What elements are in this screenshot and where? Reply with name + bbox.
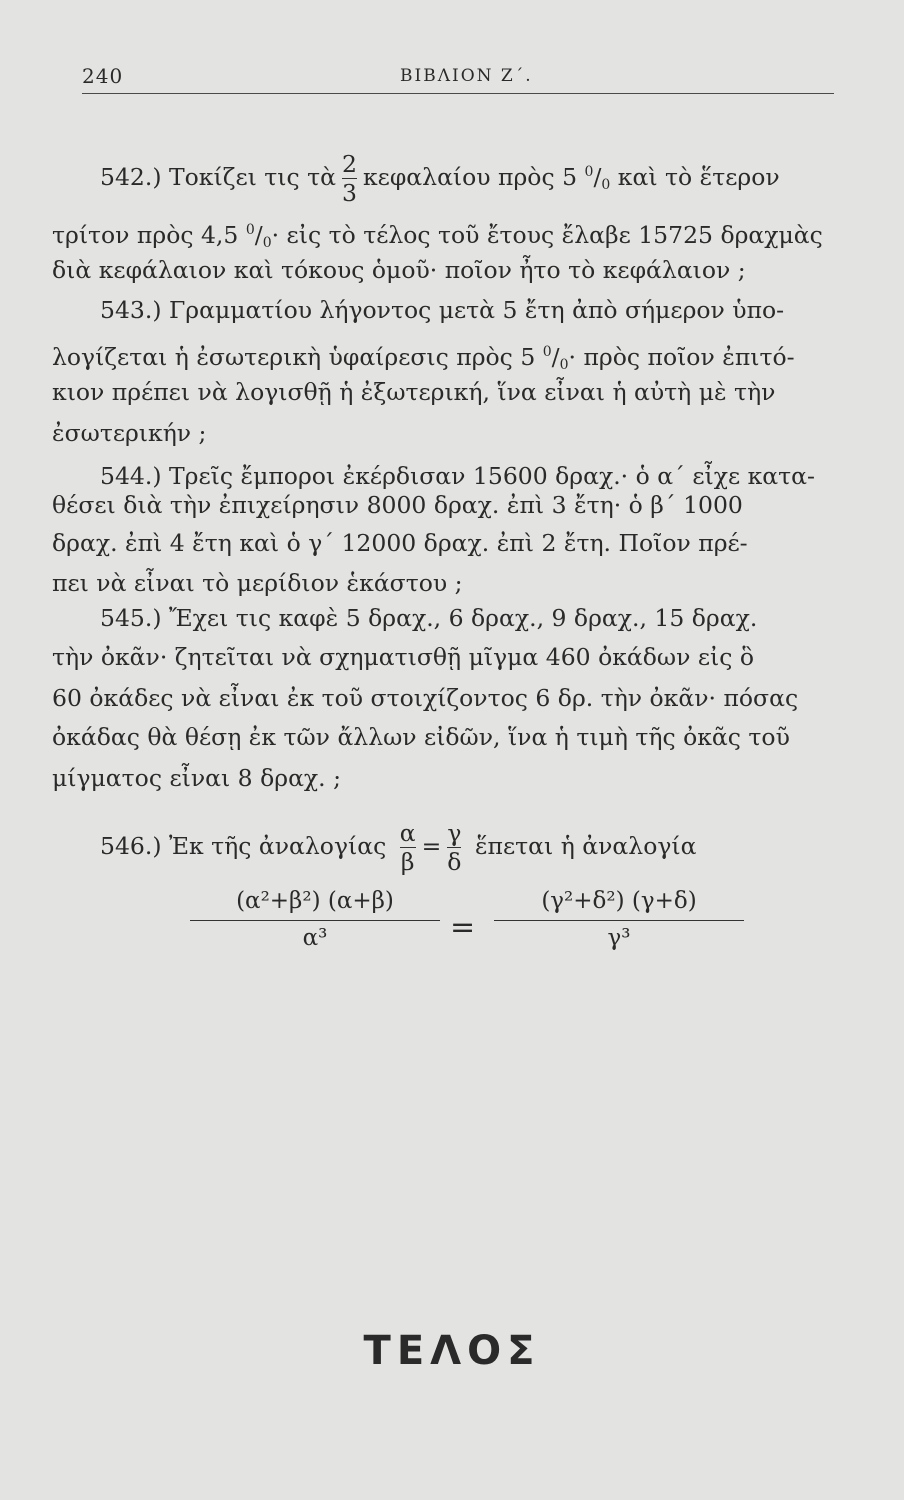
problem-543-line-2: λογίζεται ἡ ἐσωτερικὴ ὑφαίρεσις πρὸς 5 $^0/_0\cdot$ πρὸς ποῖον ἐπιτό-: [52, 343, 795, 373]
end-mark: ΤΕΛΟΣ: [363, 1328, 541, 1374]
problem-544-line-3: δραχ. ἐπὶ 4 ἔτη καὶ ὁ γ΄ 12000 δραχ. ἐπὶ 2 ἔτη. Ποῖον πρέ-: [52, 529, 748, 557]
problem-544-line-2: θέσει διὰ τὴν ἐπιχείρησιν 8000 δραχ. ἐπὶ 3 ἔτη· ὁ β΄ 1000: [52, 491, 743, 519]
problem-545-line-4: ὀκάδας θὰ θέσῃ ἐκ τῶν ἄλλων εἰδῶν, ἵνα ἡ τιμὴ τῆς ὀκᾶς τοῦ: [52, 723, 790, 751]
problem-545-line-2: τὴν ὀκᾶν· ζητεῖται νὰ σχηματισθῇ μῖγμα 460 ὀκάδων εἰς ὃ: [52, 643, 755, 671]
problem-544-line-1: 544.) Τρεῖς ἔμποροι ἐκέρδισαν 15600 δραχ.· ὁ α΄ εἶχε κατα-: [100, 462, 815, 490]
problem-543-line-1: 543.) Γραμματίου λήγοντος μετὰ 5 ἔτη ἀπὸ σήμερον ὑπο-: [100, 296, 785, 324]
fraction-alpha-beta: $\frac{\alpha}{\beta}$: [399, 819, 416, 876]
problem-543-line-4: ἐσωτερικήν ;: [52, 419, 207, 447]
big-fraction-right: (γ²+δ²) (γ+δ) γ³: [494, 888, 744, 951]
problem-546-line-1: 546.) Ἐκ τῆς ἀναλογίας $\frac{\alpha}{\beta}$ = $\frac{\gamma}{\delta}$ ἕπεται ἡ ἀναλογία: [100, 819, 697, 876]
problem-542-line-1: 542.) Τοκίζει τις τὰ $\frac{2}{3}$ κεφαλαίου πρὸς 5 $^0/_0$ καὶ τὸ ἕτερον: [100, 150, 780, 207]
page-number: 240: [82, 64, 124, 88]
running-header: [82, 62, 834, 94]
problem-544-line-4: πει νὰ εἶναι τὸ μερίδιον ἑκάστου ;: [52, 569, 463, 597]
problem-545-line-5: μίγματος εἶναι 8 δραχ. ;: [52, 764, 342, 792]
fraction-gamma-delta: $\frac{\gamma}{\delta}$: [447, 819, 462, 876]
fraction-two-thirds: $\frac{2}{3}$: [342, 150, 357, 207]
problem-542-line-3: διὰ κεφάλαιον καὶ τόκους ὁμοῦ· ποῖον ἦτο τὸ κεφάλαιον ;: [52, 256, 746, 284]
equals-sign: =: [450, 910, 476, 945]
running-title: ΒΙΒΛΙΟΝ Ζ΄.: [400, 66, 533, 86]
problem-545-line-1: 545.) Ἔχει τις καφὲ 5 δραχ., 6 δραχ., 9 δραχ., 15 δραχ.: [100, 604, 758, 632]
problem-545-line-3: 60 ὀκάδες νὰ εἶναι ἐκ τοῦ στοιχίζοντος 6 δρ. τὴν ὀκᾶν· πόσας: [52, 684, 799, 712]
header-rule: [82, 93, 834, 94]
big-fraction-left: (α²+β²) (α+β) α³: [190, 888, 440, 951]
problem-542-line-2: τρίτον πρὸς 4,5 $^0/_0\cdot$ εἰς τὸ τέλος τοῦ ἔτους ἔλαβε 15725 δραχμὰς: [52, 221, 823, 251]
problem-543-line-3: κιον πρέπει νὰ λογισθῇ ἡ ἐξωτερική, ἵνα εἶναι ἡ αὐτὴ μὲ τὴν: [52, 378, 776, 406]
